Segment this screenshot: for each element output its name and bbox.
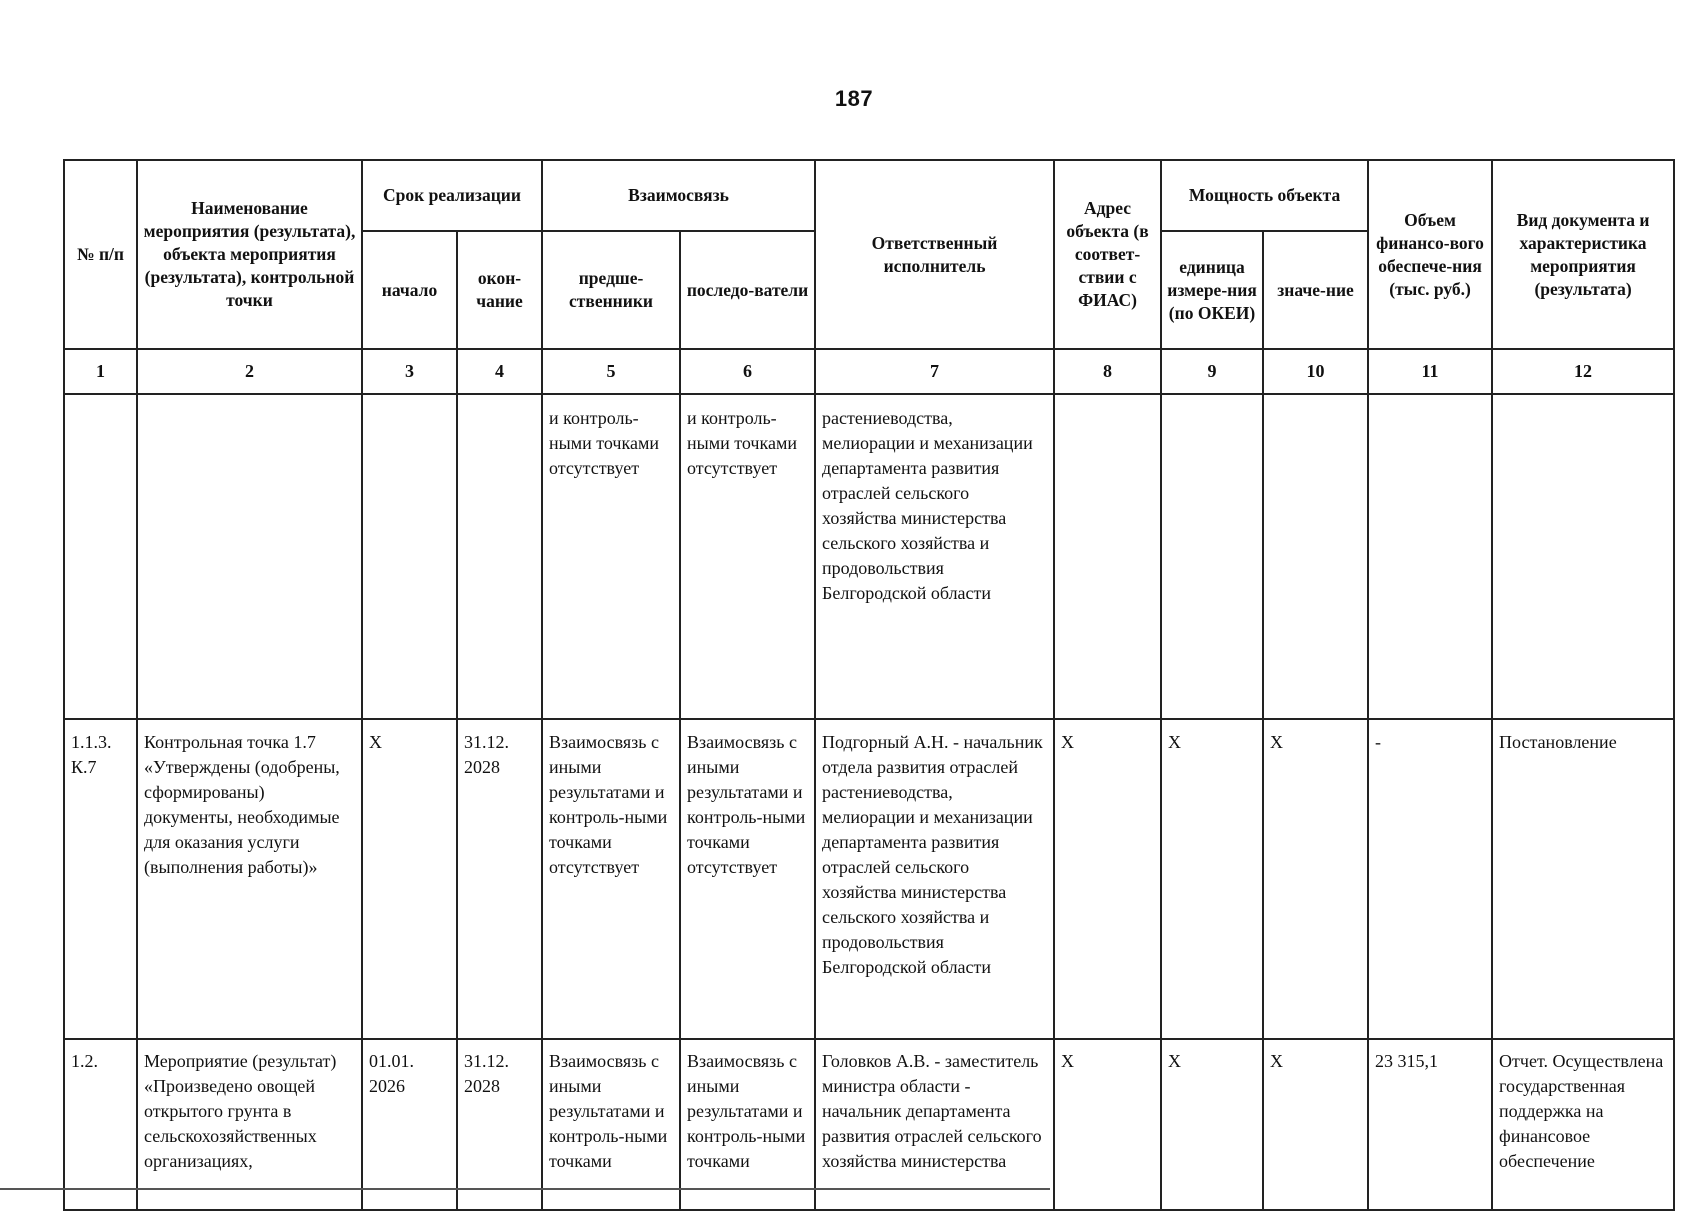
header-period-end: окон-чание bbox=[457, 231, 542, 349]
cell-unit bbox=[1161, 394, 1263, 719]
column-number: 6 bbox=[680, 349, 815, 394]
cell-start: Х bbox=[362, 719, 457, 1039]
cell-num bbox=[64, 394, 137, 719]
cell-value bbox=[1263, 394, 1368, 719]
cell-name bbox=[137, 394, 362, 719]
cell-end: 31.12. 2028 bbox=[457, 719, 542, 1039]
events-table bbox=[63, 159, 1675, 1211]
header-capacity-value: значе-ние bbox=[1263, 231, 1368, 349]
cell-doc bbox=[1492, 394, 1674, 719]
cell-start bbox=[362, 394, 457, 719]
cell-unit: Х bbox=[1161, 1039, 1263, 1210]
column-number: 4 bbox=[457, 349, 542, 394]
cell-value: Х bbox=[1263, 1039, 1368, 1210]
cell-address bbox=[1054, 394, 1161, 719]
column-number: 9 bbox=[1161, 349, 1263, 394]
cell-unit: Х bbox=[1161, 719, 1263, 1039]
cell-start: 01.01. 2026 bbox=[362, 1039, 457, 1210]
header-name: Наименование мероприятия (результата), объекта мероприятия (результата), контрольной точки bbox=[137, 160, 362, 349]
table-row bbox=[64, 394, 1674, 719]
cell-prev: и контроль-ными точками отсутствует bbox=[542, 394, 680, 719]
header-capacity: Мощность объекта bbox=[1161, 160, 1368, 231]
header-period-start: начало bbox=[362, 231, 457, 349]
column-number: 7 bbox=[815, 349, 1054, 394]
column-number: 1 bbox=[64, 349, 137, 394]
cell-next: Взаимосвязь с иными результатами и контроль-ными точками отсутствует bbox=[680, 719, 815, 1039]
header-finance: Объем финансо-вого обеспече-ния (тыс. руб.) bbox=[1368, 160, 1492, 349]
cell-finance bbox=[1368, 394, 1492, 719]
cell-name: Мероприятие (результат) «Произведено овощей открытого грунта в сельскохозяйственных организациях, bbox=[137, 1039, 362, 1210]
header-row bbox=[64, 160, 1674, 231]
header-relation-next: последо-ватели bbox=[680, 231, 815, 349]
cell-next: и контроль-ными точками отсутствует bbox=[680, 394, 815, 719]
column-number: 12 bbox=[1492, 349, 1674, 394]
cell-prev: Взаимосвязь с иными результатами и контроль-ными точками bbox=[542, 1039, 680, 1210]
column-number: 8 bbox=[1054, 349, 1161, 394]
cell-finance: 23 315,1 bbox=[1368, 1039, 1492, 1210]
cell-num: 1.1.3. К.7 bbox=[64, 719, 137, 1039]
cell-end: 31.12. 2028 bbox=[457, 1039, 542, 1210]
scan-edge-line bbox=[0, 1188, 1050, 1190]
cell-end bbox=[457, 394, 542, 719]
cell-name: Контрольная точка 1.7 «Утверждены (одобрены, сформированы) документы, необходимые для оказания услуги (выполнения работы)» bbox=[137, 719, 362, 1039]
header-num: № п/п bbox=[64, 160, 137, 349]
header-address: Адрес объекта (в соответ-ствии с ФИАС) bbox=[1054, 160, 1161, 349]
column-number: 10 bbox=[1263, 349, 1368, 394]
column-number: 2 bbox=[137, 349, 362, 394]
column-number: 5 bbox=[542, 349, 680, 394]
cell-num: 1.2. bbox=[64, 1039, 137, 1210]
column-number: 11 bbox=[1368, 349, 1492, 394]
cell-doc: Постановление bbox=[1492, 719, 1674, 1039]
table-row bbox=[64, 719, 1674, 1039]
header-responsible: Ответственный исполнитель bbox=[815, 160, 1054, 349]
cell-next: Взаимосвязь с иными результатами и контроль-ными точками bbox=[680, 1039, 815, 1210]
header-capacity-unit: единица измере-ния (по ОКЕИ) bbox=[1161, 231, 1263, 349]
table-row bbox=[64, 1039, 1674, 1210]
column-number-row bbox=[64, 349, 1674, 394]
header-doc-type: Вид документа и характеристика мероприятия (результата) bbox=[1492, 160, 1674, 349]
cell-doc: Отчет. Осуществлена государственная поддержка на финансовое обеспечение bbox=[1492, 1039, 1674, 1210]
cell-responsible: Подгорный А.Н. - начальник отдела развития отраслей растениеводства, мелиорации и механизации департамента развития отраслей сельского хозяйства министерства сельского хозяйства и продовольствия Белгородской области bbox=[815, 719, 1054, 1039]
cell-responsible: растениеводства, мелиорации и механизации департамента развития отраслей сельского хозяйства министерства сельского хозяйства и продовольствия Белгородской области bbox=[815, 394, 1054, 719]
page-number: 187 bbox=[834, 86, 874, 111]
cell-finance: - bbox=[1368, 719, 1492, 1039]
header-relation: Взаимосвязь bbox=[542, 160, 815, 231]
header-relation-prev: предше-ственники bbox=[542, 231, 680, 349]
header-period: Срок реализации bbox=[362, 160, 542, 231]
cell-address: Х bbox=[1054, 1039, 1161, 1210]
cell-address: Х bbox=[1054, 719, 1161, 1039]
cell-prev: Взаимосвязь с иными результатами и контроль-ными точками отсутствует bbox=[542, 719, 680, 1039]
column-number: 3 bbox=[362, 349, 457, 394]
cell-value: Х bbox=[1263, 719, 1368, 1039]
cell-responsible: Головков А.В. - заместитель министра области - начальник департамента развития отраслей сельского хозяйства министерства bbox=[815, 1039, 1054, 1210]
